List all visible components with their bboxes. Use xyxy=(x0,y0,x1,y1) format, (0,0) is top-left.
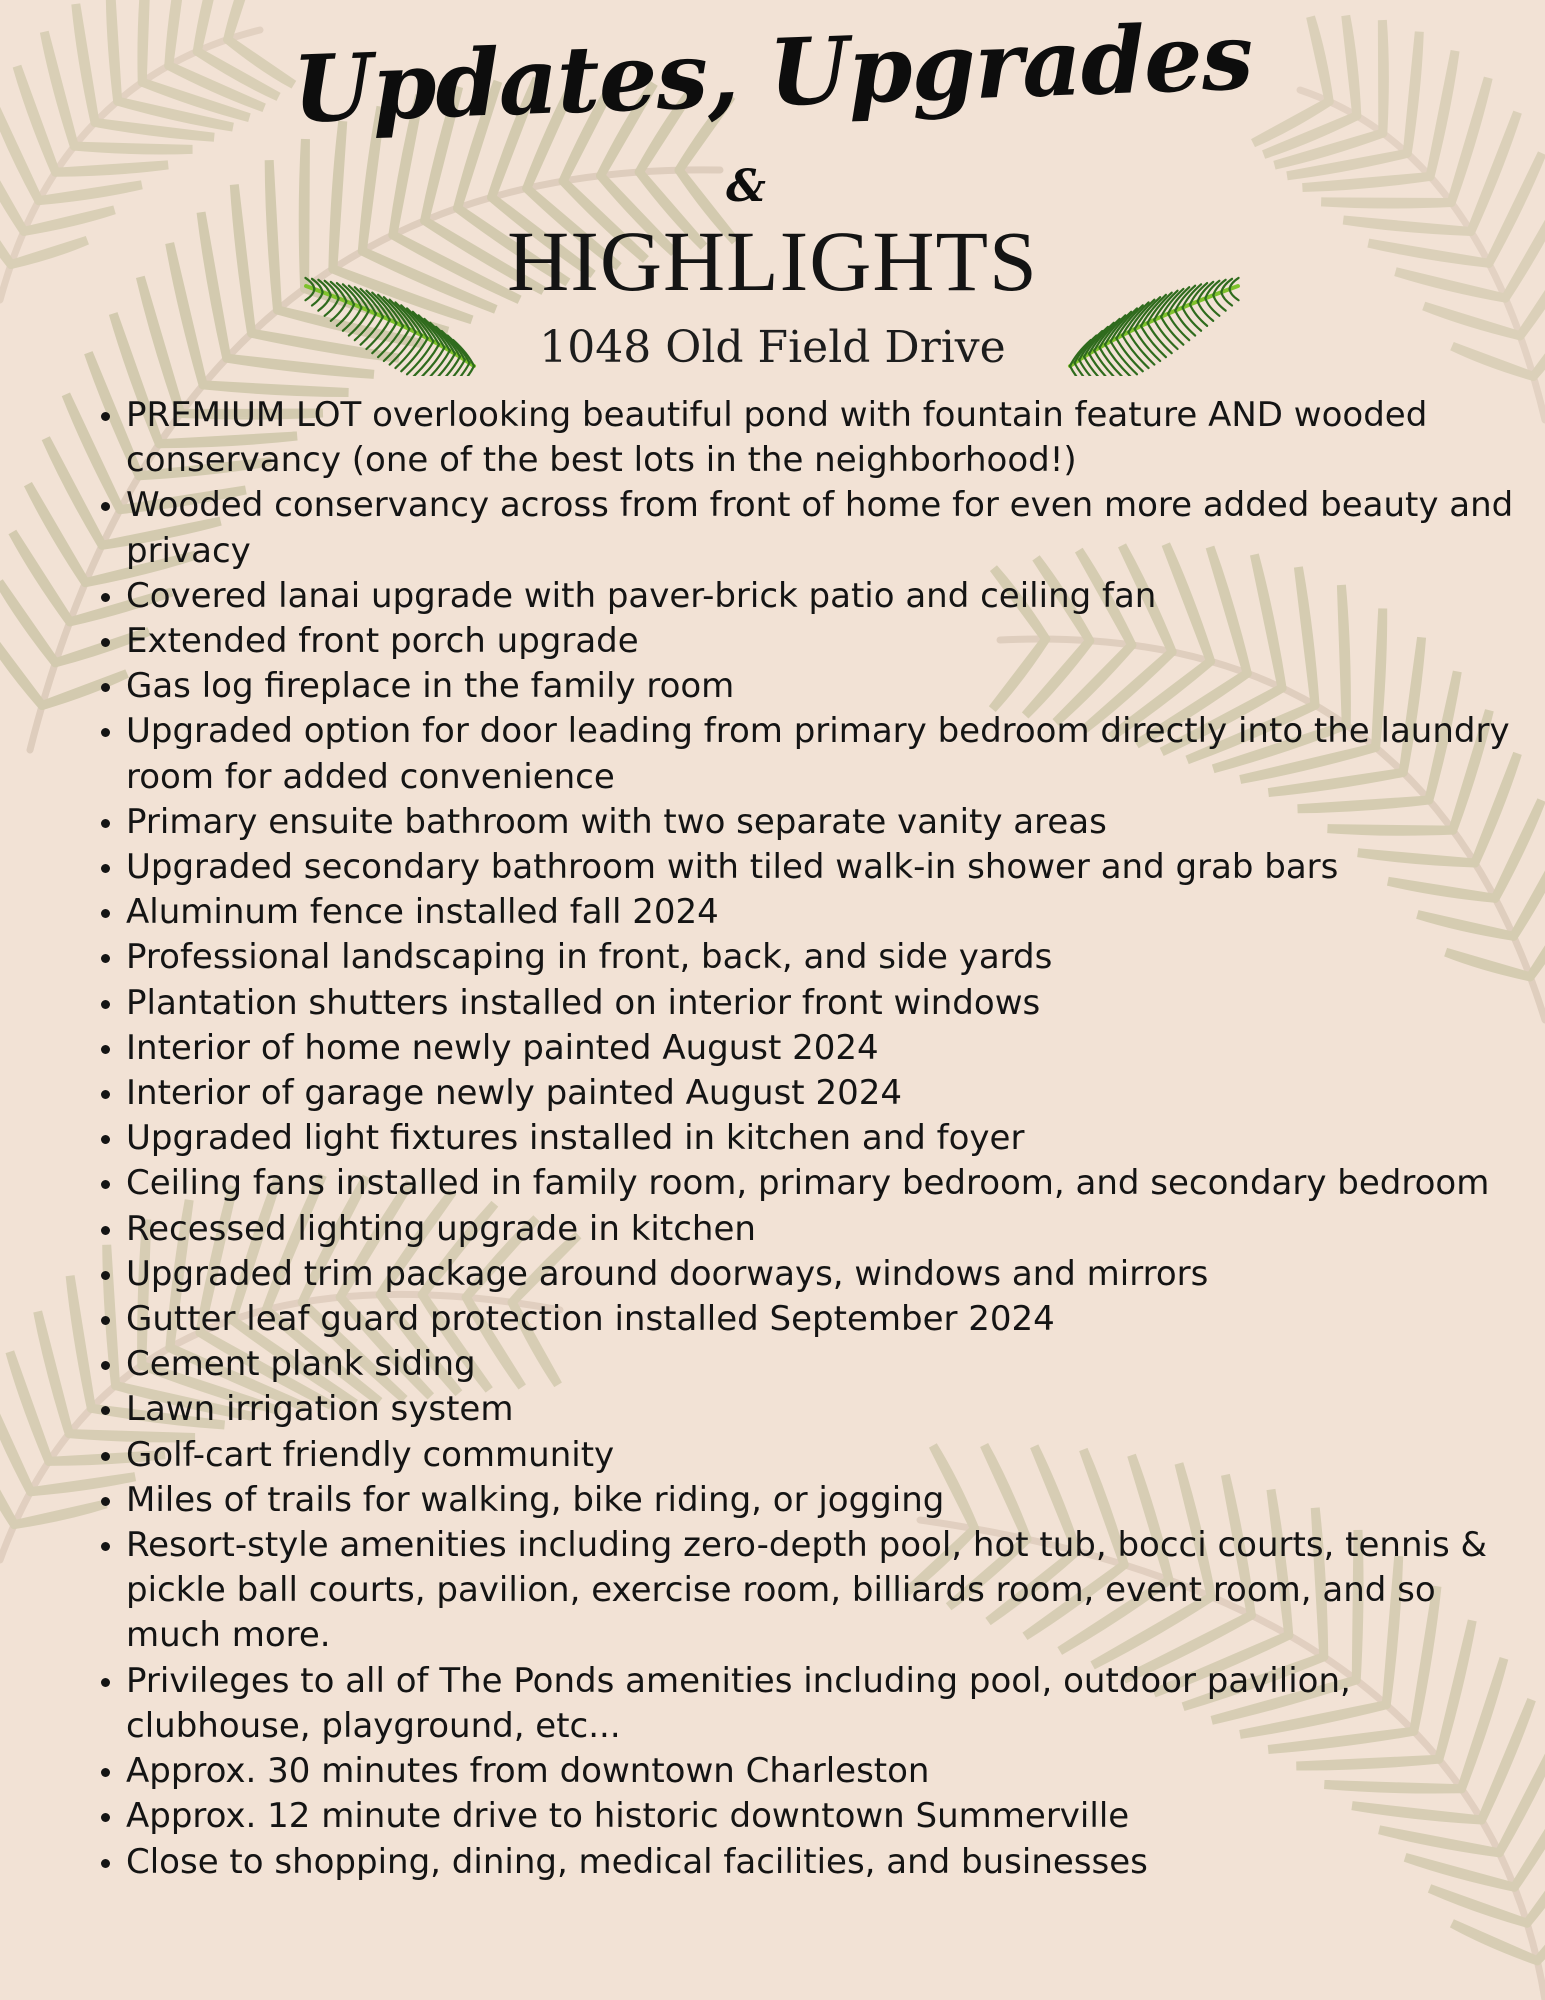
list-item: • Upgraded trim package around doorways, windows and mirrors xyxy=(126,1252,1526,1297)
list-item: • Recessed lighting upgrade in kitchen xyxy=(126,1207,1526,1252)
title-highlights: HIGHLIGHTS xyxy=(507,213,1038,309)
property-address: 1048 Old Field Drive xyxy=(539,322,1006,373)
list-item: • Ceiling fans installed in family room, primary bedroom, and secondary bedroom xyxy=(126,1161,1526,1206)
palm-leaf-right-icon xyxy=(1062,266,1248,376)
list-item: • Cement plank siding xyxy=(126,1342,1526,1387)
list-item: • Approx. 12 minute drive to historic downtown Summerville xyxy=(126,1794,1526,1839)
list-item: • Professional landscaping in front, back, and side yards xyxy=(126,935,1526,980)
list-item: • Privileges to all of The Ponds amenities including pool, outdoor pavilion, clubhouse, playground, etc... xyxy=(126,1659,1526,1749)
list-item: • Lawn irrigation system xyxy=(126,1387,1526,1432)
list-item: • Upgraded light fixtures installed in kitchen and foyer xyxy=(126,1116,1526,1161)
list-item: • Primary ensuite bathroom with two separate vanity areas xyxy=(126,800,1526,845)
list-item: • Miles of trails for walking, bike riding, or jogging xyxy=(126,1478,1526,1523)
list-item: • Approx. 30 minutes from downtown Charleston xyxy=(126,1749,1526,1794)
palm-leaf-left-icon xyxy=(296,266,482,376)
list-item: • Upgraded secondary bathroom with tiled walk-in shower and grab bars xyxy=(126,845,1526,890)
list-item: • Upgraded option for door leading from primary bedroom directly into the laundry room for added convenience xyxy=(126,709,1526,799)
list-item: • Close to shopping, dining, medical facilities, and businesses xyxy=(126,1840,1526,1885)
list-item: • Extended front porch upgrade xyxy=(126,619,1526,664)
list-item: • Covered lanai upgrade with paver-brick patio and ceiling fan xyxy=(126,574,1526,619)
list-item: • Gas log fireplace in the family room xyxy=(126,664,1526,709)
list-item: • Plantation shutters installed on interior front windows xyxy=(126,981,1526,1026)
title-ampersand: & xyxy=(726,161,766,212)
title-script: Updates, Upgrades xyxy=(290,2,1255,144)
list-item: • Resort-style amenities including zero-depth pool, hot tub, bocci courts, tennis & pickle ball courts, pavilion, exercise room, billiards room, event room, and so much more. xyxy=(126,1523,1526,1659)
list-item: • Aluminum fence installed fall 2024 xyxy=(126,890,1526,935)
list-item: • Interior of garage newly painted August 2024 xyxy=(126,1071,1526,1116)
list-item: • PREMIUM LOT overlooking beautiful pond with fountain feature AND wooded conservancy (one of the best lots in the neighborhood!) xyxy=(126,393,1526,483)
list-item: • Gutter leaf guard protection installed September 2024 xyxy=(126,1297,1526,1342)
list-item: • Interior of home newly painted August 2024 xyxy=(126,1026,1526,1071)
highlights-list xyxy=(84,393,1526,1885)
list-item: • Golf-cart friendly community xyxy=(126,1433,1526,1478)
list-item: • Wooded conservancy across from front of home for even more added beauty and privacy xyxy=(126,483,1526,573)
